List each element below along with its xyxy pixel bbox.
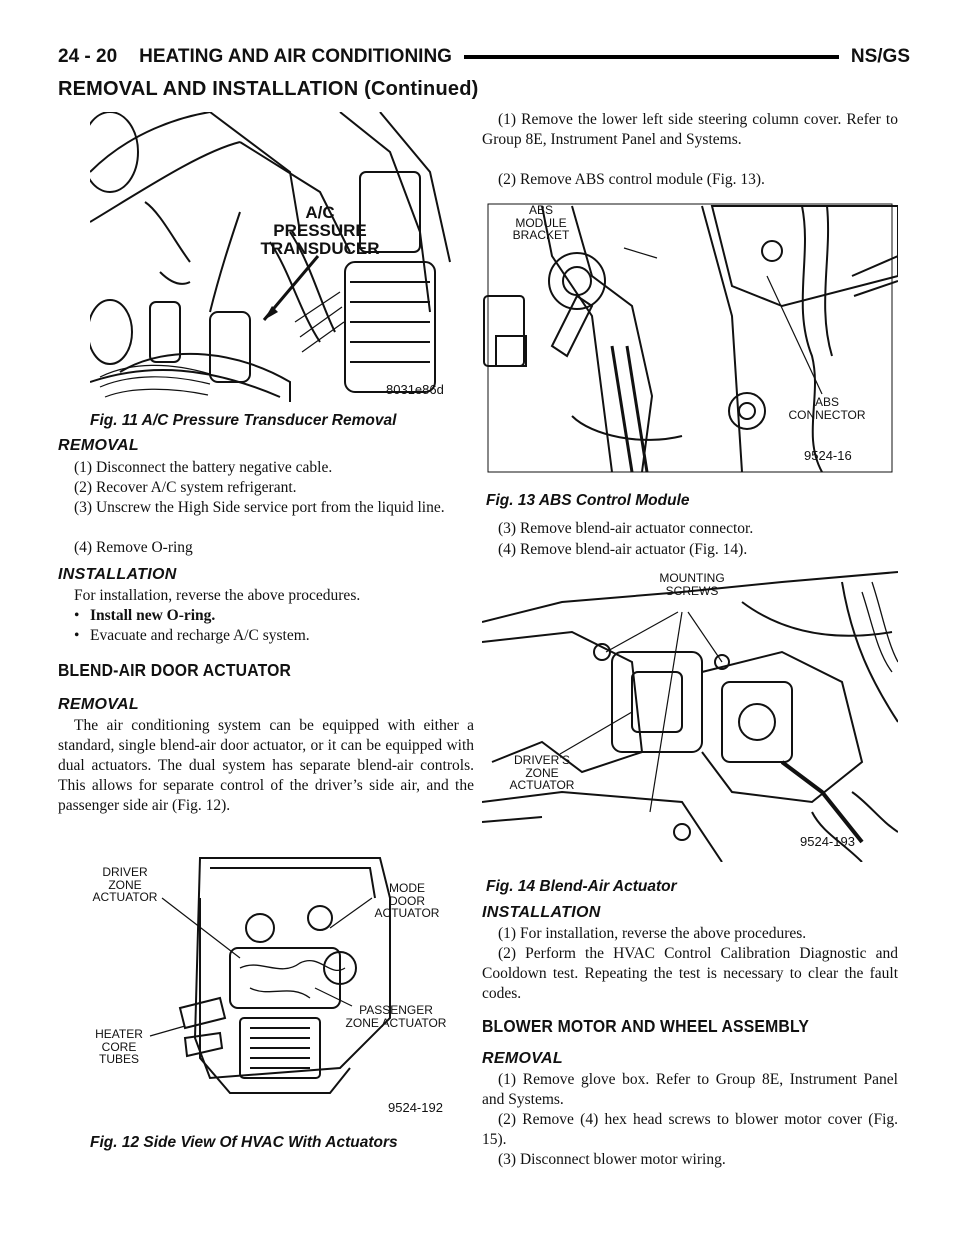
label-line: MOUNTING bbox=[659, 571, 725, 585]
installation-intro: For installation, reverse the above procedures. bbox=[74, 587, 361, 604]
fig14-label-driver bbox=[502, 754, 582, 792]
removal-heading: REMOVAL bbox=[58, 437, 139, 454]
blend-removal-heading: REMOVAL bbox=[58, 696, 139, 713]
label-line: CONNECTOR bbox=[788, 407, 866, 422]
label-line: ZONE bbox=[108, 877, 142, 892]
fig12-label-driver bbox=[90, 866, 160, 904]
bullet-text: Evacuate and recharge A/C system. bbox=[90, 627, 310, 644]
blower-removal-heading: REMOVAL bbox=[482, 1050, 563, 1067]
label-line: MODE bbox=[389, 881, 425, 895]
figure-12-illustration bbox=[90, 838, 462, 1126]
page-header bbox=[58, 42, 910, 72]
model-code: NS/GS bbox=[850, 46, 910, 67]
blower-step-2: (2) Remove (4) hex head screws to blower motor cover (Fig. 15). bbox=[482, 1111, 898, 1148]
bullet-item bbox=[58, 606, 215, 626]
installation-heading: INSTALLATION bbox=[58, 566, 177, 583]
label-line: ZONE ACTUATOR bbox=[345, 1015, 447, 1030]
label-line: MODULE bbox=[515, 215, 567, 230]
step-1: (1) Remove the lower left side steering column cover. Refer to Group 8E, Instrument Panel and Systems. bbox=[482, 111, 898, 148]
label-line: BRACKET bbox=[512, 228, 570, 243]
label-line: DOOR bbox=[389, 893, 425, 908]
fig11-code: 8031e86d bbox=[386, 382, 444, 397]
figure-12-caption: Fig. 12 Side View Of HVAC With Actuators bbox=[90, 1134, 398, 1151]
figure-14-caption: Fig. 14 Blend-Air Actuator bbox=[486, 878, 677, 895]
bullet-item bbox=[58, 626, 310, 646]
label-line: DRIVER bbox=[102, 865, 148, 879]
step-2: (2) Remove ABS control module (Fig. 13). bbox=[498, 171, 765, 188]
blend-air-actuator-drawing bbox=[482, 562, 898, 862]
page-number: 24 - 20 bbox=[58, 46, 118, 67]
blower-step-3: (3) Disconnect blower motor wiring. bbox=[498, 1151, 726, 1168]
figure-11-illustration bbox=[90, 112, 462, 402]
bullet-icon: • bbox=[74, 607, 80, 624]
step-3: (3) Remove blend-air actuator connector. bbox=[498, 520, 754, 537]
figure-14-illustration bbox=[482, 562, 898, 862]
removal-step: (2) Recover A/C system refrigerant. bbox=[74, 479, 297, 496]
header-rule bbox=[464, 55, 839, 59]
figure-11-caption: Fig. 11 A/C Pressure Transducer Removal bbox=[90, 412, 397, 429]
section-heading-blower: BLOWER MOTOR AND WHEEL ASSEMBLY bbox=[482, 1016, 810, 1036]
removal-step: (4) Remove O-ring bbox=[74, 539, 193, 556]
label-line: CORE bbox=[101, 1039, 137, 1054]
fig13-label-connector bbox=[782, 396, 872, 421]
fig14-code: 9524-193 bbox=[800, 834, 855, 849]
label-line: TUBES bbox=[98, 1052, 139, 1067]
fig12-label-mode bbox=[372, 882, 442, 920]
bullet-icon: • bbox=[74, 627, 80, 644]
label-line: ACTUATOR bbox=[374, 906, 440, 921]
fig11-label-line: TRANSDUCER bbox=[260, 238, 380, 258]
label-line: PASSENGER bbox=[359, 1003, 433, 1017]
label-line: ABS bbox=[814, 395, 839, 409]
blower-step-1: (1) Remove glove box. Refer to Group 8E, Instrument Panel and Systems. bbox=[482, 1071, 898, 1108]
fig12-label-passenger bbox=[340, 1004, 452, 1029]
removal-step: (3) Unscrew the High Side service port from the liquid line. bbox=[74, 499, 445, 516]
label-line: SCREWS bbox=[665, 583, 719, 598]
section-heading-blend-air: BLEND-AIR DOOR ACTUATOR bbox=[58, 660, 292, 680]
figure-13-caption: Fig. 13 ABS Control Module bbox=[486, 492, 690, 509]
bullet-text: Install new O-ring. bbox=[90, 607, 216, 624]
label-line: DRIVER’S bbox=[513, 753, 570, 767]
fig12-label-heater bbox=[90, 1028, 148, 1066]
step-4: (4) Remove blend-air actuator (Fig. 14). bbox=[498, 541, 748, 558]
fig14-label-screws bbox=[642, 572, 742, 597]
install-heading: INSTALLATION bbox=[482, 904, 601, 921]
label-line: ABS bbox=[528, 203, 553, 217]
removal-step: (1) Disconnect the battery negative cable. bbox=[74, 459, 333, 476]
fig11-label-line: PRESSURE bbox=[273, 220, 367, 240]
continued-title: REMOVAL AND INSTALLATION (Continued) bbox=[58, 78, 479, 100]
label-line: ACTUATOR bbox=[509, 778, 575, 793]
fig12-code: 9524-192 bbox=[388, 1100, 443, 1115]
label-line: HEATER bbox=[95, 1027, 143, 1041]
label-line: ACTUATOR bbox=[92, 890, 158, 905]
install-step-2: (2) Perform the HVAC Control Calibration Diagnostic and Cooldown test. Repeating the test is necessary to clear the fault codes. bbox=[482, 945, 898, 1002]
fig11-label bbox=[250, 204, 390, 258]
label-line: ZONE bbox=[525, 765, 559, 780]
install-step-1: (1) For installation, reverse the above procedures. bbox=[498, 925, 807, 942]
fig13-code: 9524-16 bbox=[804, 448, 852, 463]
blend-paragraph: The air conditioning system can be equipped with either a standard, single blend-air door actuator, or it can be equipped with dual actuators. The dual system has separate blend-air controls. This allows for separate control of the driver’s side air, and the passenger side air (Fig. 12). bbox=[58, 717, 474, 814]
section-title: HEATING AND AIR CONDITIONING bbox=[139, 46, 452, 67]
fig13-label-bracket bbox=[506, 204, 576, 242]
figure-13-illustration bbox=[482, 196, 898, 478]
fig11-label-line: A/C bbox=[305, 203, 335, 222]
